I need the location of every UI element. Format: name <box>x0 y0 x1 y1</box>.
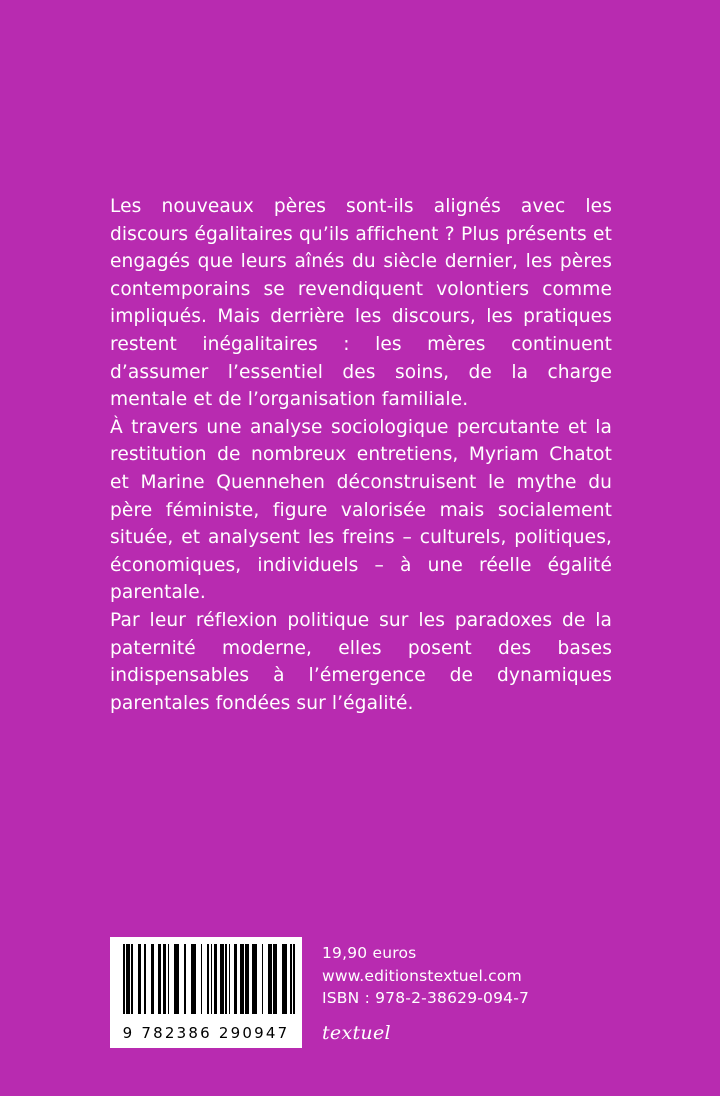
barcode-number: 782386 290947 <box>141 1024 290 1042</box>
barcode-bars <box>123 944 295 1014</box>
blurb-paragraph-2: À travers une analyse sociologique percutante et la restitution de nombreux entretiens, Myriam Chatot et Marine Quennehen déconstruisent le mythe du père féministe, figure valorisée mais socialement située, et analysent les freins – culturels, politiques, économiques, individuels – à une réelle égalité parentale. <box>110 416 612 604</box>
website-link[interactable]: www.editionstextuel.com <box>322 966 522 985</box>
isbn-label: ISBN : 978-2-38629-094-7 <box>322 989 530 1007</box>
barcode-lead-digit: 9 <box>122 1024 135 1042</box>
barcode-box <box>110 937 302 1048</box>
blurb-paragraph-1: Les nouveaux pères sont-ils alignés avec les discours égalitaires qu’ils affichent ? Plus présents et engagés que leurs aînés du siècle dernier, les pères contemporains se revendiquent volontiers comme impliqués. Mais derrière les discours, les pratiques restent inégalitaires : les mères continuent d’assumer l’essentiel des soins, de la charge mentale et de l’organisation familiale. <box>110 196 612 411</box>
blurb-paragraph-3: Par leur réflexion politique sur les paradoxes de la paternité moderne, elles posent des bases indispensables à l’émergence de dynamiques parentales fondées sur l’égalité. <box>110 609 612 714</box>
publisher-logo: textuel <box>322 1022 391 1044</box>
barcode-digits <box>117 1024 295 1042</box>
price-label: 19,90 euros <box>322 944 417 962</box>
barcode <box>110 937 302 1048</box>
blurb-text <box>110 193 612 717</box>
publication-info <box>322 942 529 1010</box>
